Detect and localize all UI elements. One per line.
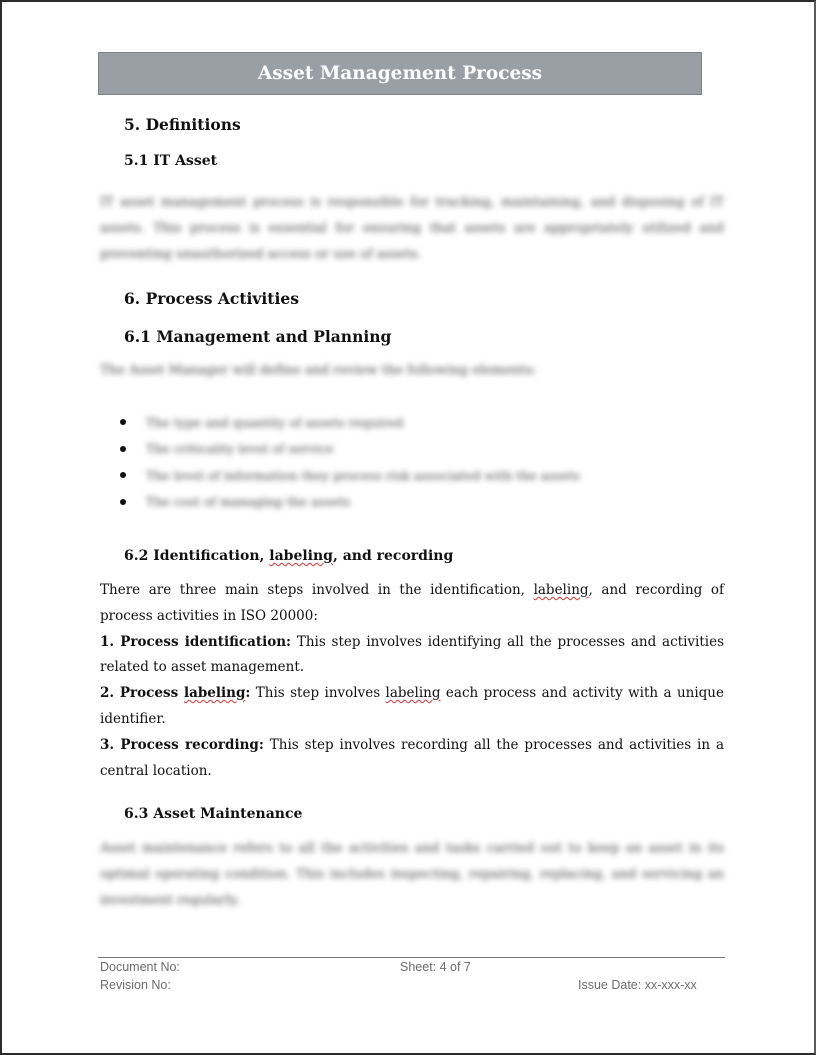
bullet-icon bbox=[120, 419, 126, 425]
step-2-paragraph: 2. Process labeling: This step involves labeling each process and activity with a unique identifier. bbox=[100, 685, 724, 727]
section-6-3-heading: 6.3 Asset Maintenance bbox=[124, 806, 303, 822]
section-5-heading: 5. Definitions bbox=[124, 115, 241, 134]
footer-divider bbox=[98, 957, 725, 958]
bullet-icon bbox=[120, 499, 126, 505]
page-title: Asset Management Process bbox=[257, 63, 543, 84]
section-6-2-body bbox=[100, 578, 724, 784]
footer-sheet: Sheet: 4 of 7 bbox=[400, 960, 471, 974]
bullet-icon bbox=[120, 446, 126, 452]
section-6-3-blurred-text: Asset maintenance refers to all the activities and tasks carried out to keep an asset in its optimal operating condition. This includes inspecting, repairing, replacing, and servicing an investment regularly. bbox=[100, 841, 724, 908]
list-item: The criticality level of service bbox=[120, 436, 580, 463]
step-3-paragraph: 3. Process recording: This step involves recording all the processes and activities in a central location. bbox=[100, 736, 724, 779]
list-item: The type and quantity of assets required bbox=[120, 409, 580, 436]
bullet-icon bbox=[120, 472, 126, 478]
step-1-paragraph: 1. Process identification: This step involves identifying all the processes and activities related to asset management. bbox=[100, 633, 724, 676]
section-5-1-heading: 5.1 IT Asset bbox=[124, 153, 218, 169]
list-item: The level of information they process risk associated with the assets bbox=[120, 462, 580, 489]
footer-revision-no: Revision No: bbox=[100, 978, 171, 992]
section-6-1-blurred-intro: The Asset Manager will define and review the following elements: bbox=[100, 363, 537, 378]
list-item: The cost of managing the assets bbox=[120, 489, 580, 516]
footer-document-no: Document No: bbox=[100, 960, 180, 974]
section-6-2-heading: 6.2 Identification, labeling, and recording bbox=[124, 548, 454, 564]
section-6-1-heading: 6.1 Management and Planning bbox=[124, 327, 392, 346]
section-6-heading: 6. Process Activities bbox=[124, 289, 299, 308]
bullet-list bbox=[120, 409, 580, 515]
section-5-1-blurred-text: IT asset management process is responsible for tracking, maintaining, and disposing of IT assets. This process is essential for ensuring that assets are appropriately utilized and preventing unauthorized access or use of assets. bbox=[100, 195, 724, 262]
footer-issue-date: Issue Date: xx-xxx-xx bbox=[578, 978, 697, 992]
section-6-2-intro: There are three main steps involved in the identification, labeling, and recording of process activities in ISO 20000: bbox=[100, 582, 724, 624]
title-banner bbox=[98, 52, 702, 95]
